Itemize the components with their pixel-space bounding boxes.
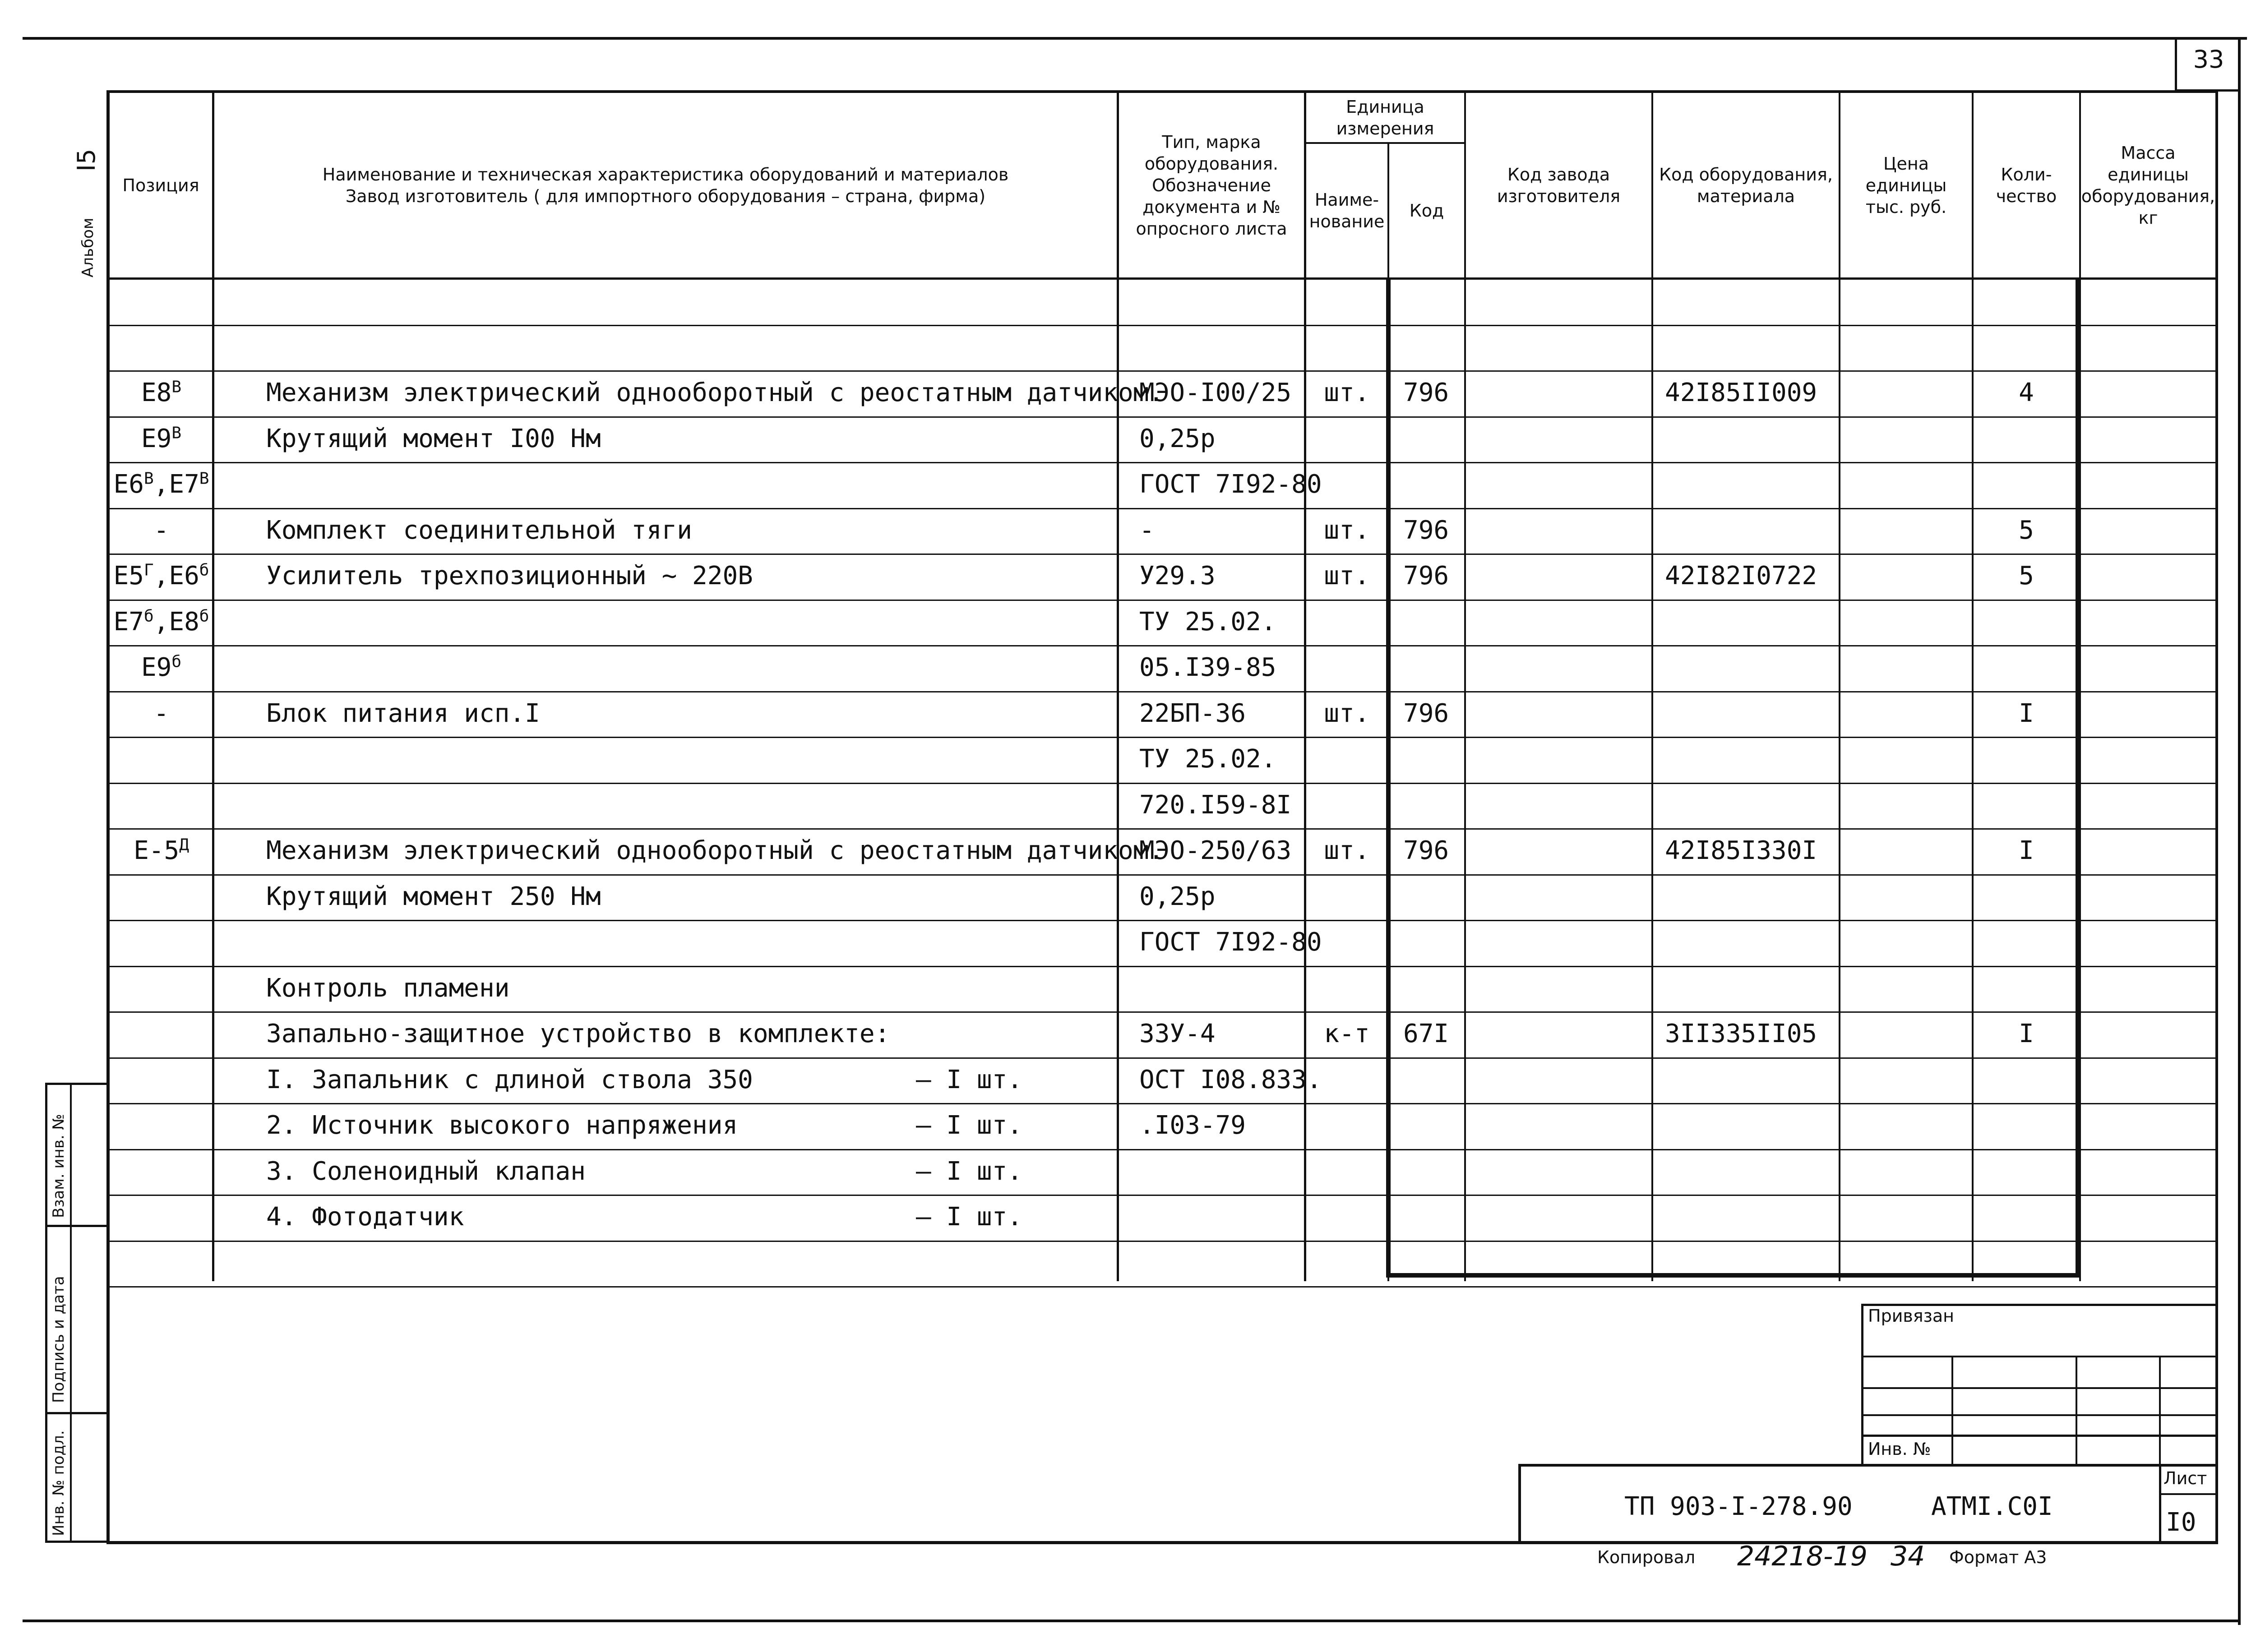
title-privyazan: Привязан (1868, 1306, 1954, 1326)
row-position: $Е6^В,Е7^В$ (113, 469, 209, 499)
frame-top (23, 37, 2247, 40)
row-quantity-note: – I шт. (916, 1202, 1023, 1232)
row-type: 05.I39-85 (1139, 653, 1276, 682)
row-type: .I03-79 (1139, 1111, 1246, 1140)
row-unit-code: 796 (1403, 378, 1449, 407)
row-quantity: 5 (2019, 561, 2034, 591)
row-type: ТУ 25.02. (1139, 744, 1276, 774)
row-position: $Е8^В$ (141, 378, 182, 407)
row-unit-code: 67I (1403, 1019, 1449, 1048)
page-number: 33 (2193, 45, 2224, 74)
row-quantity-note: – I шт. (916, 1111, 1023, 1140)
footer-copied: Копировал (1597, 1547, 1696, 1567)
header-type: Тип, марка оборудования. Обозначение документа и № опросного листа (1136, 132, 1287, 239)
row-quantity: I (2019, 1019, 2034, 1048)
row-quantity-note: – I шт. (916, 1157, 1023, 1186)
row-type: 720.I59-8I (1139, 790, 1292, 820)
row-position: $Е9^б$ (141, 652, 182, 682)
row-quantity-note: – I шт. (916, 1065, 1023, 1094)
row-type: МЭО-250/63 (1139, 836, 1292, 865)
stamp-inv-podl: Инв. № подл. (50, 1430, 68, 1536)
row-quantity: I (2019, 836, 2034, 865)
row-unit-code: 796 (1403, 516, 1449, 545)
row-unit: к-т (1324, 1019, 1370, 1048)
header-price: Цена единицы тыс. руб. (1865, 153, 1947, 217)
row-equipment-code: 3II335II05 (1665, 1019, 1817, 1048)
row-name: Контроль пламени (266, 974, 510, 1003)
row-unit-code: 796 (1403, 699, 1449, 728)
row-name: Комплект соединительной тяги (266, 516, 693, 545)
album-label: Альбом (79, 217, 97, 277)
row-name: Механизм электрический однооборотный с реостатным датчиком. (266, 836, 1164, 865)
row-name: Усилитель трехпозиционный ~ 220В (266, 561, 753, 591)
row-name: Механизм электрический однооборотный с реостатным датчиком. (266, 378, 1164, 407)
header-unit-name: Наиме- нование (1309, 190, 1385, 231)
row-type: ГОСТ 7I92-80 (1139, 470, 1322, 499)
row-separator (110, 1286, 2215, 1287)
row-unit: шт. (1324, 836, 1370, 865)
row-name: 2. Источник высокого напряжения (266, 1111, 738, 1140)
row-type: - (1139, 516, 1155, 545)
table-right-border (2215, 90, 2218, 1543)
row-unit: шт. (1324, 699, 1370, 728)
header-unit-group: Единица измерения (1336, 97, 1434, 138)
row-position: $Е9^В$ (141, 424, 182, 453)
title-inv-no: Инв. № (1868, 1439, 1931, 1459)
header-position: Позиция (122, 175, 199, 195)
row-separator (110, 325, 2215, 326)
row-type: ТУ 25.02. (1139, 607, 1276, 637)
row-unit: шт. (1324, 561, 1370, 591)
row-equipment-code: 42I85II009 (1665, 378, 1817, 407)
header-quantity: Коли- чество (1996, 164, 2057, 206)
row-equipment-code: 42I85I330I (1665, 836, 1817, 865)
header-name: Наименование и техническая характеристика оборудований и материалов Завод изготовитель ( для импортного оборудования – страна, фирма) (322, 164, 1009, 206)
header-mass: Масса единицы оборудования, кг (2081, 143, 2215, 228)
row-type: МЭО-I00/25 (1139, 378, 1292, 407)
row-name: 3. Соленоидный клапан (266, 1157, 586, 1186)
header-equipment-code: Код оборудования, материала (1659, 164, 1833, 206)
sheet-label: Лист (2164, 1468, 2207, 1488)
album-number: I5 (72, 148, 101, 171)
stamp-podpis: Подпись и дата (50, 1276, 68, 1403)
row-equipment-code: 42I82I0722 (1665, 561, 1817, 591)
row-quantity: 4 (2019, 378, 2034, 407)
row-position: $Е5^Г,Е6^б$ (113, 561, 209, 591)
row-name: 4. Фотодатчик (266, 1202, 464, 1232)
row-name: Запально-защитное устройство в комплекте: (266, 1019, 890, 1048)
row-position: - (153, 699, 169, 728)
row-type: 22БП-36 (1139, 699, 1246, 728)
row-unit-code: 796 (1403, 836, 1449, 865)
row-type: ГОСТ 7I92-80 (1139, 928, 1322, 957)
footer-copy-number: 24218-19 (1737, 1541, 1868, 1572)
sheet-value: I0 (2166, 1508, 2196, 1537)
row-type: ЗЗУ-4 (1139, 1019, 1216, 1048)
footer-copy-suffix: 34 (1891, 1541, 1925, 1572)
row-name: Крутящий момент 250 Нм (266, 882, 601, 911)
table-left-border (106, 90, 110, 1543)
row-type: 0,25р (1139, 882, 1216, 911)
row-name: Крутящий момент I00 Нм (266, 424, 601, 453)
row-type: 0,25р (1139, 424, 1216, 453)
row-name: Блок питания исп.I (266, 699, 540, 728)
footer-format: Формат А3 (1949, 1547, 2047, 1567)
row-quantity: 5 (2019, 516, 2034, 545)
header-plant-code: Код завода изготовителя (1497, 164, 1621, 206)
stamp-vzam: Взам. инв. № (50, 1114, 68, 1218)
row-type: ОСТ I08.833. (1139, 1065, 1322, 1094)
row-type: У29.3 (1139, 561, 1216, 591)
row-position: $Е7^б,Е8^б$ (113, 607, 209, 637)
row-unit: шт. (1324, 516, 1370, 545)
row-unit-code: 796 (1403, 561, 1449, 591)
header-unit-code: Код (1409, 201, 1444, 221)
doc-mark: АТМI.С0I (1931, 1492, 2053, 1521)
frame-right (2238, 37, 2241, 1625)
row-position: - (153, 516, 169, 545)
row-quantity: I (2019, 699, 2034, 728)
doc-code: ТП 903-I-278.90 (1624, 1492, 1853, 1521)
row-unit: шт. (1324, 378, 1370, 407)
row-separator (110, 1241, 2215, 1242)
row-name: I. Запальник с длиной ствола 350 (266, 1065, 753, 1094)
frame-bottom (23, 1620, 2241, 1622)
row-position: $Е-5^Д$ (134, 835, 189, 865)
header-bottom-line (106, 277, 2218, 280)
